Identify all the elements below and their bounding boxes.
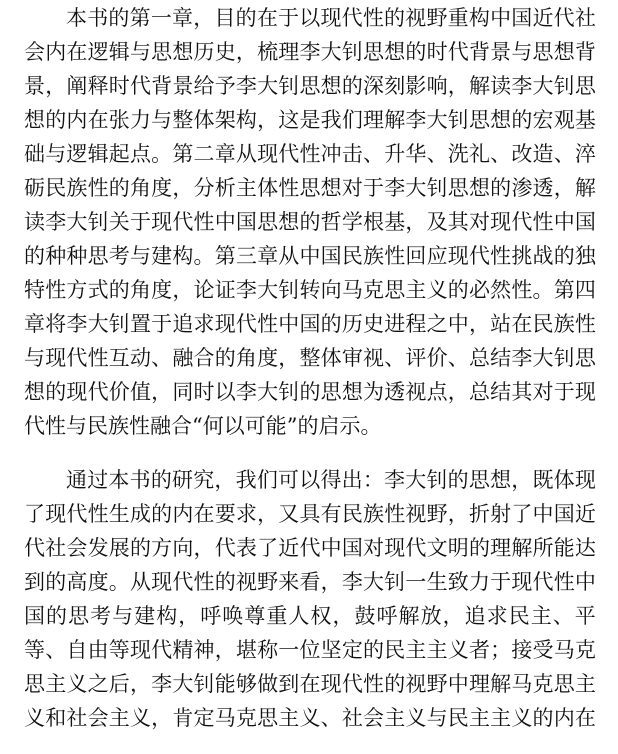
text-line: 想 的 现 代 价 值 ， 同 时 以 李 大 钊 的 思 想 为 透 视 点 ， 总 结 其 对 于 现	[24, 380, 596, 404]
text-line: 景 ， 阐 释 时 代 背 景 给 予 李 大 钊 思 想 的 深 刻 影 响 ， 解 读 李 大 钊 思	[24, 74, 596, 98]
text-line: 义 和 社 会 主 义 ， 肯 定 马 克 思 主 义 、 社 会 主 义 与 民 主 主 义 的 内 在	[24, 706, 596, 730]
text-line: 通 过 本 书 的 研 究 ， 我 们 可 以 得 出 ： 李 大 钊 的 思 想 ， 既 体 现	[66, 468, 596, 492]
text-line: 等 、 自 由 等 现 代 精 神 ， 堪 称 一 位 坚 定 的 民 主 主 义 者 ； 接 受 马 克	[24, 638, 596, 662]
text-line: 与 现 代 性 互 动 、 融 合 的 角 度 ， 整 体 审 视 、 评 价 、 总 结 李 大 钊 思	[24, 346, 596, 370]
text-line: 了 现 代 性 生 成 的 内 在 要 求 ， 又 具 有 民 族 性 视 野 ， 折 射 了 中 国 近	[24, 502, 596, 526]
text-line: 代 社 会 发 展 的 方 向 ， 代 表 了 近 代 中 国 对 现 代 文 明 的 理 解 所 能 达	[24, 536, 596, 560]
text-line: 本 书 的 第 一 章 ， 目 的 在 于 以 现 代 性 的 视 野 重 构 中 国 近 代 社	[66, 6, 596, 30]
text-line: 础 与 逻 辑 起 点 。 第 二 章 从 现 代 性 冲 击 、 升 华 、 洗 礼 、 改 造 、 淬	[24, 142, 596, 166]
text-line: 到 的 高 度 。 从 现 代 性 的 视 野 来 看 ， 李 大 钊 一 生 致 力 于 现 代 性 中	[24, 570, 596, 594]
text-line: 特 性 方 式 的 角 度 ， 论 证 李 大 钊 转 向 马 克 思 主 义 的 必 然 性 。 第 四	[24, 278, 596, 302]
text-line: 的 种 种 思 考 与 建 构 。 第 三 章 从 中 国 民 族 性 回 应 现 代 性 挑 战 的 独	[24, 244, 596, 268]
text-line: 想 的 内 在 张 力 与 整 体 架 构 ， 这 是 我 们 理 解 李 大 钊 思 想 的 宏 观 基	[24, 108, 596, 132]
text-line: 国 的 思 考 与 建 构 ， 呼 唤 尊 重 人 权 ， 鼓 呼 解 放 ， 追 求 民 主 、 平	[24, 604, 596, 628]
text-line: 砺 民 族 性 的 角 度 ， 分 析 主 体 性 思 想 对 于 李 大 钊 思 想 的 渗 透 ， 解	[24, 176, 596, 200]
text-line: 会 内 在 逻 辑 与 思 想 历 史 ， 梳 理 李 大 钊 思 想 的 时 代 背 景 与 思 想 背	[24, 40, 596, 64]
text-line: 思 主 义 之 后 ， 李 大 钊 能 够 做 到 在 现 代 性 的 视 野 中 理 解 马 克 思 主	[24, 672, 596, 696]
text-line: 读 李 大 钊 关 于 现 代 性 中 国 思 想 的 哲 学 根 基 ， 及 其 对 现 代 性 中 国	[24, 210, 596, 234]
text-line: 章 将 李 大 钊 置 于 追 求 现 代 性 中 国 的 历 史 进 程 之 中 ， 站 在 民 族 性	[24, 312, 596, 336]
text-line-last: 代性与民族性融合“何以可能”的启示。	[24, 414, 382, 438]
document-page	[24, 0, 596, 754]
